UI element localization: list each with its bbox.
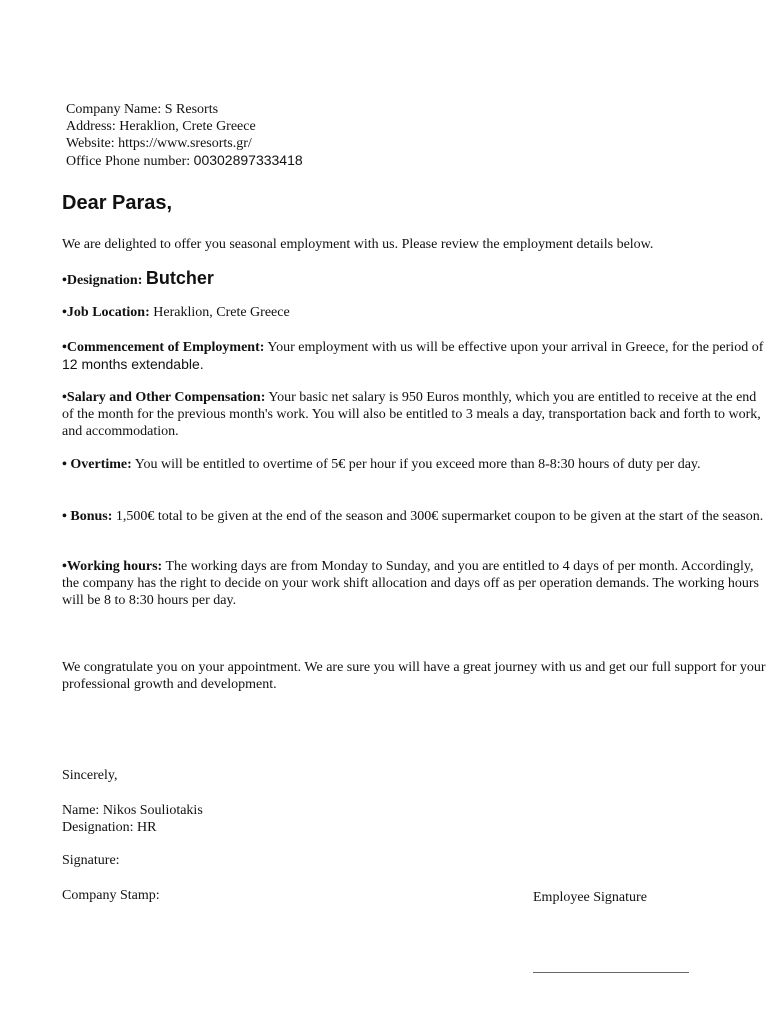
signatory-designation: Designation: HR bbox=[62, 820, 157, 835]
overtime-item bbox=[62, 456, 768, 473]
working-hours-item bbox=[62, 558, 768, 609]
bonus-label: • Bonus: bbox=[62, 509, 113, 524]
sincerely: Sincerely, bbox=[62, 768, 118, 783]
commencement-period: 12 months extendable. bbox=[62, 356, 204, 372]
signatory-name: Name: Nikos Souliotakis bbox=[62, 803, 203, 818]
salary-value: Your basic net salary is 950 Euros monthly, which you are entitled to receive at the end of the month for the previous month's work. You will also be entitled to 3 meals a day, transportation back and forth to work, and accommodation. bbox=[62, 390, 761, 439]
job-location-item bbox=[62, 304, 768, 321]
overtime-label: • Overtime: bbox=[62, 457, 132, 472]
company-stamp-label: Company Stamp: bbox=[62, 888, 160, 903]
salary-label: •Salary and Other Compensation: bbox=[62, 390, 266, 405]
signature-label: Signature: bbox=[62, 853, 120, 868]
commencement-label: •Commencement of Employment: bbox=[62, 340, 265, 355]
office-phone bbox=[66, 152, 303, 170]
job-location-label: •Job Location: bbox=[62, 305, 150, 320]
office-phone-label: Office Phone number: bbox=[66, 154, 191, 169]
designation-item bbox=[62, 270, 768, 289]
commencement-value: Your employment with us will be effective upon your arrival in Greece, for the period of bbox=[264, 340, 764, 355]
bonus-value: 1,500€ total to be given at the end of the season and 300€ supermarket coupon to be given at the start of the season. bbox=[112, 509, 764, 524]
company-name: Company Name: S Resorts bbox=[66, 102, 219, 117]
designation-value: Butcher bbox=[145, 268, 214, 288]
intro-paragraph: We are delighted to offer you seasonal employment with us. Please review the employment details below. bbox=[62, 237, 654, 252]
bonus-item bbox=[62, 508, 768, 525]
job-location-value: Heraklion, Crete Greece bbox=[149, 305, 290, 320]
office-phone-value: 00302897333418 bbox=[193, 152, 303, 168]
greeting: Dear Paras, bbox=[62, 192, 173, 214]
working-hours-label: •Working hours: bbox=[62, 559, 163, 574]
company-header bbox=[66, 101, 303, 170]
designation-label: •Designation: bbox=[62, 273, 143, 288]
employee-signature-label: Employee Signature bbox=[533, 890, 647, 905]
company-website: Website: https://www.sresorts.gr/ bbox=[66, 136, 252, 151]
commencement-item bbox=[62, 339, 768, 374]
employee-signature-line bbox=[533, 972, 689, 973]
closing-paragraph: We congratulate you on your appointment. We are sure you will have a great journey with us and get our full support for your professional growth and development. bbox=[62, 660, 766, 692]
working-hours-value: The working days are from Monday to Sunday, and you are entitled to 4 days of per month. Accordingly, the company has the right to decide on your work shift allocation and days off as per operation demands. The working hours will be 8 to 8:30 hours per day. bbox=[62, 559, 759, 608]
company-address: Address: Heraklion, Crete Greece bbox=[66, 119, 256, 134]
salary-item bbox=[62, 389, 768, 440]
overtime-value: You will be entitled to overtime of 5€ per hour if you exceed more than 8-8:30 hours of duty per day. bbox=[131, 457, 701, 472]
